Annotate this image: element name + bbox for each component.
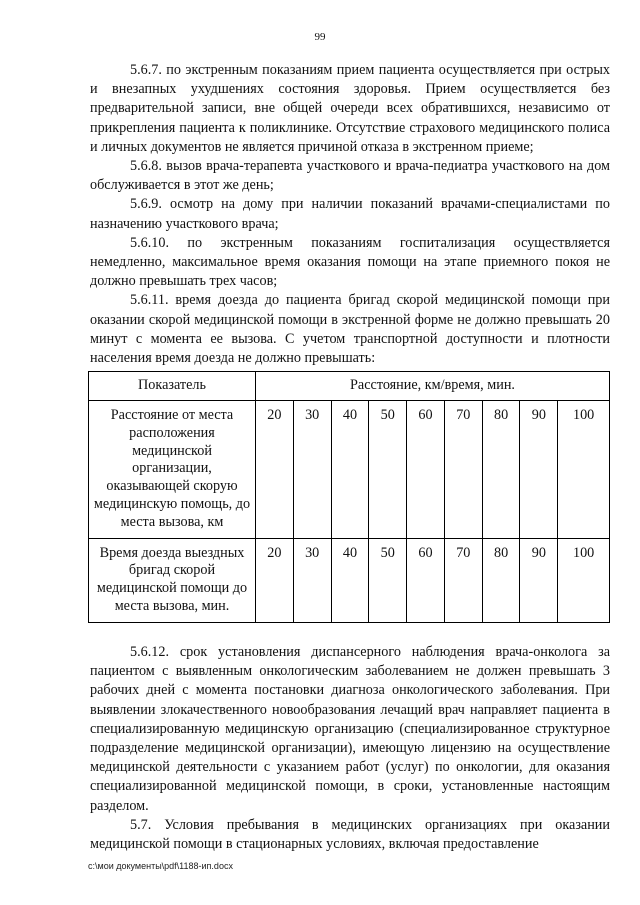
paragraph-5-6-12: 5.6.12. срок установления диспансерного наблюдения врача-онколога за пациентом с выявленным онкологическим заболеванием не должен превышать 3 рабочих дней с момента постановки диагноза онкологического заболевания. При выявлении злокачественного новообразования лечащий врач направляет пациента в специализированную медицинскую организацию (специализированное структурное подразделение медицинской организации), имеющую лицензию на осуществление медицинской деятельности с указанием работ (услуг) по онкологии, для оказания специализированной медицинской помощи, в сроки, установленные настоящим разделом. <box>90 644 610 814</box>
paragraph-5-6-11: 5.6.11. время доезда до пациента бригад скорой медицинской помощи при оказании скорой медицинской помощи в экстренной форме не должно превышать 20 минут с момента ее вызова. С учетом транспортной доступности и плотности населения время доезда не должно превышать: <box>90 292 610 367</box>
header-distance: Расстояние, км/время, мин. <box>256 372 610 401</box>
footer-file-path: c:\мои документы\pdf\1188-ип.docx <box>88 861 233 871</box>
table-cell: 40 <box>331 401 369 539</box>
paragraph-5-6-9: 5.6.9. осмотр на дому при наличии показаний врачами-специалистами по назначению участкового врача; <box>90 196 610 232</box>
table-cell: 100 <box>558 538 610 622</box>
paragraph-5-6-10: 5.6.10. по экстренным показаниям госпитализация осуществляется немедленно, максимальное время оказания помощи на этапе приемного покоя не должно превышать трех часов; <box>90 234 610 290</box>
paragraph-5-7: 5.7. Условия пребывания в медицинских организациях при оказании медицинской помощи в стационарных условиях, включая предоставление <box>90 816 610 853</box>
table-cell: 30 <box>293 538 331 622</box>
table-header-row <box>89 372 610 401</box>
table-cell: 100 <box>558 401 610 539</box>
header-indicator: Показатель <box>89 372 256 401</box>
table-cell: 80 <box>482 538 520 622</box>
table-cell: 20 <box>256 401 294 539</box>
table-cell: 70 <box>444 401 482 539</box>
row-label: Расстояние от места расположения медицинской организации, оказывающей скорую медицинскую помощь, до места вызова, км <box>89 401 256 539</box>
table-cell: 20 <box>256 538 294 622</box>
table-cell: 70 <box>444 538 482 622</box>
page-number: 99 <box>314 31 326 43</box>
table-cell: 30 <box>293 401 331 539</box>
table-cell: 90 <box>520 401 558 539</box>
table-cell: 60 <box>407 538 445 622</box>
table-row-distance <box>89 401 610 539</box>
table-cell: 50 <box>369 538 407 622</box>
table-cell: 90 <box>520 538 558 622</box>
text-block-bottom <box>90 643 610 854</box>
text-block-top <box>90 61 610 368</box>
distance-time-table <box>88 371 610 623</box>
paragraph-5-6-8: 5.6.8. вызов врача-терапевта участкового и врача-педиатра участкового на дом обслуживается в этот же день; <box>90 158 610 194</box>
table-cell: 50 <box>369 401 407 539</box>
table-row-time <box>89 538 610 622</box>
paragraph-5-6-7: 5.6.7. по экстренным показаниям прием пациента осуществляется при острых и внезапных ухудшениях состояния здоровья. Прием осуществляется без предварительной записи, вне общей очереди всех обратившихся, независимо от прикрепления пациента к поликлинике. Отсутствие страхового медицинского полиса и личных документов не является причиной отказа в экстренном приеме; <box>90 62 610 155</box>
table-cell: 60 <box>407 401 445 539</box>
table-cell: 40 <box>331 538 369 622</box>
table-cell: 80 <box>482 401 520 539</box>
row-label: Время доезда выездных бригад скорой медицинской помощи до места вызова, мин. <box>89 538 256 622</box>
